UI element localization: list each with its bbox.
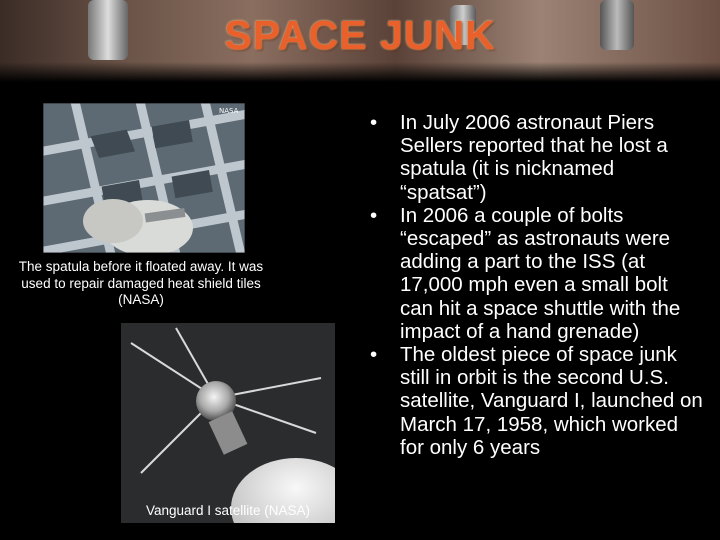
spatula-caption: The spatula before it floated away. It was used to repair damaged heat shield tiles (NASA) xyxy=(18,259,264,307)
bullet-text: The oldest piece of space junk still in orbit is the second U.S. satellite, Vanguard I, launched on March 17, 1958, which worked for only 6 years xyxy=(400,343,703,459)
bullet-icon: • xyxy=(370,111,378,134)
spatula-photo xyxy=(43,103,245,253)
bullet-text: In 2006 a couple of bolts “escaped” as astronauts were adding a part to the ISS (at 17,000 mph even a small bolt can hit a space shuttle with the impact of a hand grenade) xyxy=(400,203,681,343)
vanguard-photo xyxy=(121,323,335,523)
bullet-item xyxy=(364,111,704,204)
bullet-item xyxy=(364,204,704,343)
bullet-item xyxy=(364,343,704,459)
nasa-watermark: NASA xyxy=(219,107,239,115)
bullet-icon: • xyxy=(370,343,378,367)
bullet-text: In July 2006 astronaut Piers Sellers reported that he lost a spatula (it is nicknamed “spatsat”) xyxy=(400,111,668,204)
slide-title: SPACE JUNK xyxy=(224,12,496,58)
bullet-list xyxy=(364,111,704,459)
vanguard-caption: Vanguard I satellite (NASA) xyxy=(145,503,311,518)
bullet-icon: • xyxy=(370,203,378,227)
